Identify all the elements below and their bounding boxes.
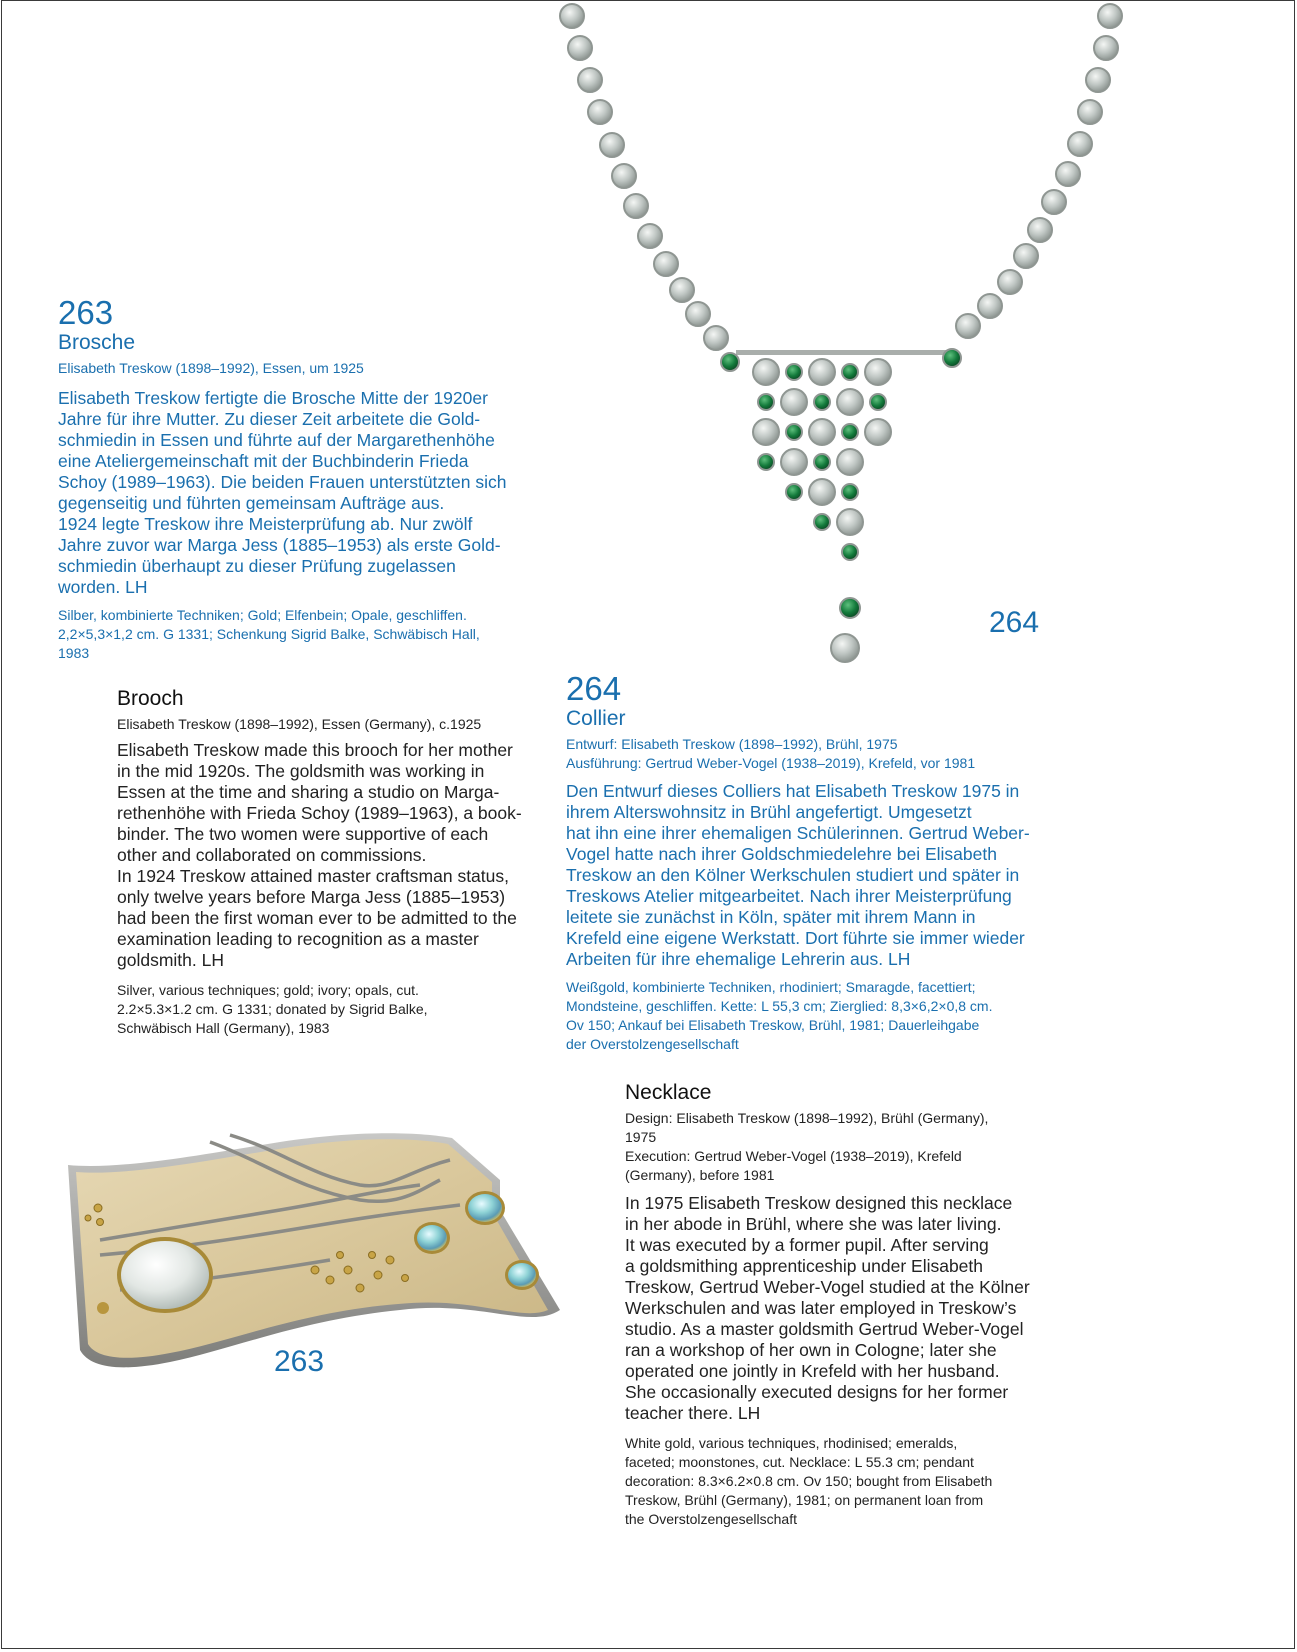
figure-label-263: 263 bbox=[274, 1345, 325, 1378]
emerald bbox=[870, 394, 886, 410]
moonstone-bead bbox=[956, 314, 980, 338]
entry-materials: White gold, various techniques, rhodinised; emeralds, faceted; moonstones, cut. Necklace: L 55.3 cm; pendant decoration: 8.3×6.2×0.8 cm. Ov 150; bought from Elisabeth Treskow, Brühl (Germany), 1981; on permanent loan from the Overstolzengesellschaft bbox=[625, 1435, 993, 1527]
moonstone-bead bbox=[560, 4, 584, 28]
moonstone-bead bbox=[578, 68, 602, 92]
emerald bbox=[814, 454, 830, 470]
emerald bbox=[786, 484, 802, 500]
entry-body: In 1975 Elisabeth Treskow designed this necklace in her abode in Brühl, where she was later living. It was executed by a former pupil. After serving a goldsmithing apprenticeship under Elisabeth Treskow, Gertrud Weber-Vogel studied at the Kölner Werkschulen and was later employed in Treskow’s studio. As a master goldsmith Gertrud Weber-Vogel ran a workshop of her own in Cologne; later she operated one jointly in Krefeld with her husband. She occasionally executed designs for her former teacher there. LH bbox=[625, 1193, 1030, 1423]
moonstone-bead bbox=[1028, 218, 1052, 242]
pendant-bar bbox=[736, 350, 946, 355]
moonstone bbox=[831, 634, 859, 662]
moonstone-bead bbox=[1068, 132, 1092, 156]
moonstone-bead bbox=[588, 100, 612, 124]
moonstone bbox=[837, 389, 863, 415]
entry-meta: Design: Elisabeth Treskow (1898–1992), Brühl (Germany), 1975 Execution: Gertrud Weber-Vogel (1938–2019), Krefeld (Germany), before 1981 bbox=[625, 1110, 989, 1183]
entry-meta: Elisabeth Treskow (1898–1992), Essen, um 1925 bbox=[58, 360, 364, 376]
moonstone bbox=[781, 389, 807, 415]
entry-title: Brooch bbox=[117, 687, 184, 710]
entry-264-de bbox=[566, 671, 1066, 1054]
entry-263-de bbox=[58, 295, 548, 663]
moonstone-bead bbox=[600, 133, 624, 157]
moonstone-bead bbox=[1098, 4, 1122, 28]
emerald bbox=[758, 454, 774, 470]
moonstone-bead bbox=[1014, 244, 1038, 268]
moonstone-bead bbox=[568, 36, 592, 60]
moonstone bbox=[837, 509, 863, 535]
moonstone-bead bbox=[978, 294, 1002, 318]
entry-materials: Silver, various techniques; gold; ivory; opals, cut. 2.2×5.3×1.2 cm. G 1331; donated by Sigrid Balke, Schwäbisch Hall (Germany), 1983 bbox=[117, 982, 428, 1036]
emerald bbox=[842, 424, 858, 440]
moonstone bbox=[753, 419, 779, 445]
moonstone-bead bbox=[1042, 190, 1066, 214]
entry-264-en bbox=[625, 1081, 1075, 1529]
emerald bbox=[842, 484, 858, 500]
entry-body: Elisabeth Treskow made this brooch for her mother in the mid 1920s. The goldsmith was working in Essen at the time and sharing a studio on Marga- rethenhöhe with Frieda Schoy (1989–1963), a book- binder. The two women were supportive of each other and collaborated on commissions. In 1924 Treskow attained master craftsman status, only twelve years before Marga Jess (1885–1953) had been the first woman ever to be admitted to the examination leading to recognition as a master goldsmith. LH bbox=[117, 740, 522, 970]
moonstone bbox=[809, 419, 835, 445]
moonstone-bead bbox=[1094, 36, 1118, 60]
entry-body: Elisabeth Treskow fertigte die Brosche Mitte der 1920er Jahre für ihre Mutter. Zu dieser Zeit arbeitete die Gold- schmiedin in Essen und führte auf der Margarethenhöhe eine Ateliergemeinschaft mit der Buchbinderin Frieda Schoy (1989–1963). Die beiden Frauen unterstützten sich gegenseitig und führten gemeinsam Aufträge aus. 1924 legte Treskow ihre Meisterprüfung ab. Nur zwölf Jahre zuvor war Marga Jess (1885–1953) als erste Gold- schmiedin überhaupt zu dieser Prüfung zugelassen worden. LH bbox=[58, 388, 507, 597]
moonstone bbox=[865, 419, 891, 445]
moonstone-bead bbox=[638, 224, 662, 248]
moonstone bbox=[865, 359, 891, 385]
brooch-image bbox=[60, 1130, 560, 1370]
entry-title: Brosche bbox=[58, 331, 136, 354]
moonstone-bead bbox=[654, 252, 678, 276]
moonstone-bead bbox=[998, 270, 1022, 294]
emerald bbox=[786, 364, 802, 380]
entry-meta: Elisabeth Treskow (1898–1992), Essen (Germany), c.1925 bbox=[117, 716, 482, 732]
entry-263-en bbox=[117, 687, 547, 1038]
moonstone bbox=[809, 359, 835, 385]
moonstone bbox=[809, 479, 835, 505]
emerald bbox=[721, 353, 739, 371]
moonstone-bead bbox=[704, 326, 728, 350]
emerald bbox=[758, 394, 774, 410]
moonstone bbox=[781, 449, 807, 475]
moonstone-bead bbox=[670, 278, 694, 302]
necklace-image bbox=[540, 0, 1140, 690]
moonstone bbox=[837, 449, 863, 475]
entry-title: Necklace bbox=[625, 1081, 712, 1104]
emerald bbox=[943, 349, 961, 367]
emerald bbox=[786, 424, 802, 440]
emerald bbox=[842, 544, 858, 560]
entry-materials: Silber, kombinierte Techniken; Gold; Elfenbein; Opale, geschliffen. 2,2×5,3×1,2 cm. G 1331; Schenkung Sigrid Balke, Schwäbisch Hall, 1983 bbox=[58, 607, 480, 661]
entry-number: 263 bbox=[58, 294, 114, 331]
entry-title: Collier bbox=[566, 707, 626, 730]
moonstone-bead bbox=[686, 302, 710, 326]
moonstone-bead bbox=[1086, 68, 1110, 92]
emerald bbox=[814, 514, 830, 530]
entry-body: Den Entwurf dieses Colliers hat Elisabeth Treskow 1975 in ihrem Alterswohnsitz in Brühl angefertigt. Umgesetzt hat ihn eine ihrer ehemaligen Schülerinnen. Gertrud Weber- Vogel hatte nach ihrer Goldschmiedelehre bei Elisabeth Treskow an den Kölner Werkschulen studiert und später in Treskows Atelier mitgearbeitet. Nach ihrer Meisterprüfung leitete sie zunächst in Köln, später mit ihrem Mann in Krefeld eine eigene Werkstatt. Dort führte sie immer wieder Arbeiten für ihre ehemalige Lehrerin aus. LH bbox=[566, 781, 1030, 969]
emerald bbox=[814, 394, 830, 410]
emerald bbox=[840, 598, 860, 618]
emerald bbox=[842, 364, 858, 380]
moonstone-bead bbox=[612, 164, 636, 188]
entry-meta: Entwurf: Elisabeth Treskow (1898–1992), Brühl, 1975 Ausführung: Gertrud Weber-Vogel (1938–2019), Krefeld, vor 1981 bbox=[566, 736, 976, 771]
moonstone bbox=[753, 359, 779, 385]
moonstone-bead bbox=[1078, 100, 1102, 124]
entry-materials: Weißgold, kombinierte Techniken, rhodiniert; Smaragde, facettiert; Mondsteine, geschliffen. Kette: L 55,3 cm; Zierglied: 8,3×6,2×0,8 cm. Ov 150; Ankauf bei Elisabeth Treskow, Brühl, 1981; Dauerleihgabe der Overstolzengesellschaft bbox=[566, 979, 993, 1052]
moonstone-bead bbox=[624, 194, 648, 218]
figure-label-264: 264 bbox=[989, 606, 1040, 639]
moonstone-bead bbox=[1056, 162, 1080, 186]
entry-number: 264 bbox=[566, 670, 622, 707]
